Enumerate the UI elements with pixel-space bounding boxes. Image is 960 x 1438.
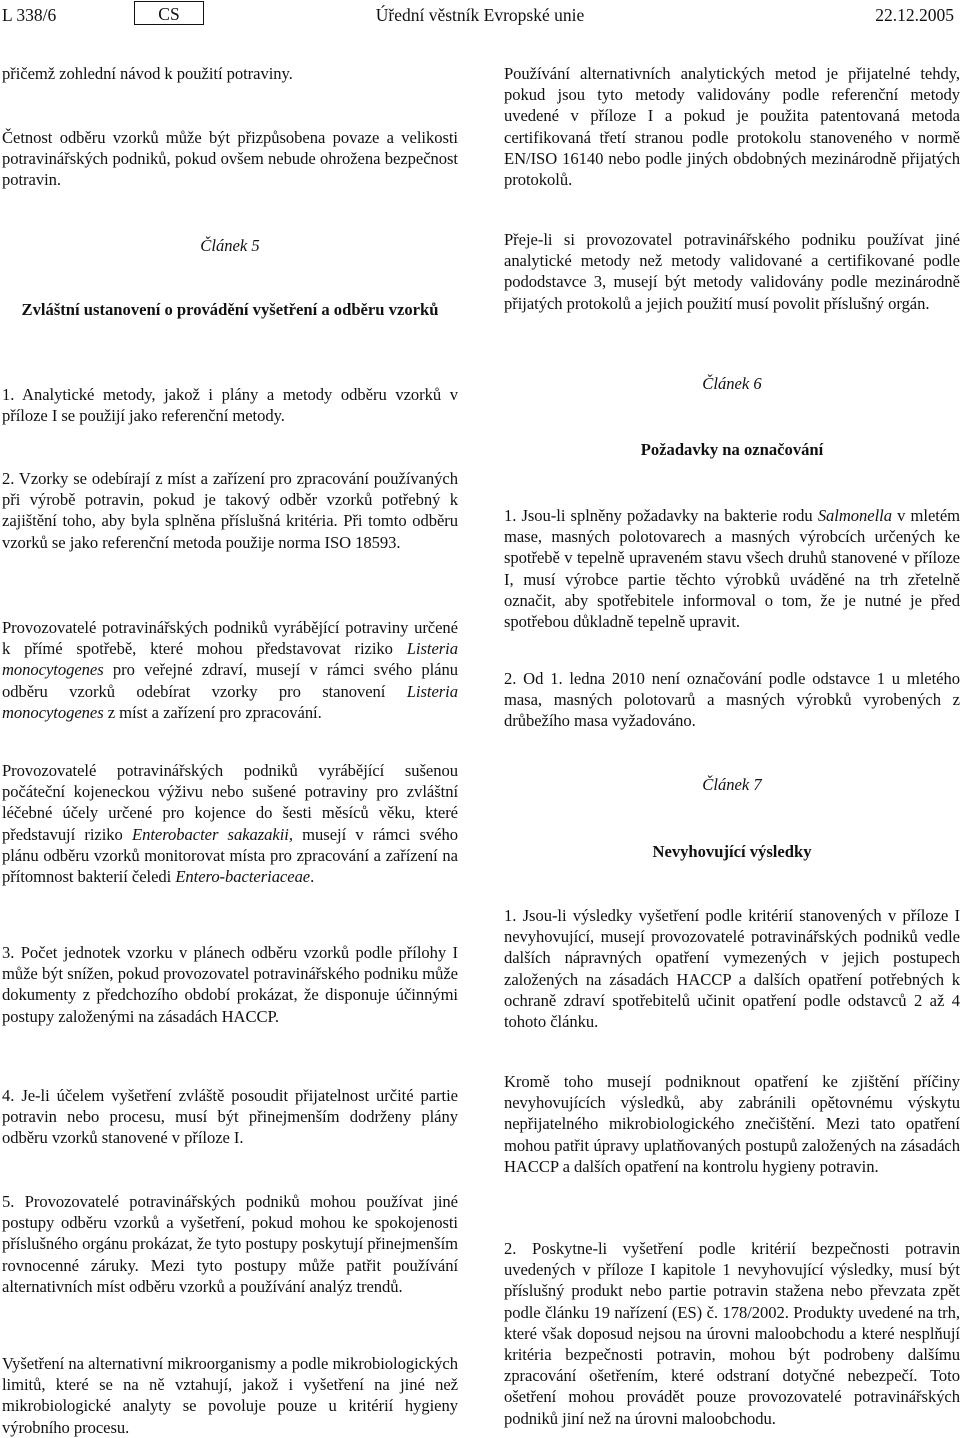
article-title: Nevyhovující výsledky bbox=[652, 842, 812, 861]
paragraph: 2. Vzorky se odebírají z míst a zařízení pro zpracování používaných při výrobě potravin, pokud je takový odběr vzorků potřebný k zajištění toho, aby byla splněna příslušná kritéria. Při tomto odběru vzorků se jako referenční metoda použije norma ISO 18593. bbox=[2, 469, 458, 552]
paragraph: Provozovatelé potravinářských podniků vyrábějící potraviny určené k přímé spotřebě, které mohou představovat riziko Listeria monocytogenes pro veřejné zdraví, musejí v rámci svého plánu odběru vzorků odebírat vzorky pro stanovení Listeria monocytogenes z míst a zařízení pro zpracování. bbox=[2, 618, 458, 722]
paragraph: 1. Jsou-li výsledky vyšetření podle kritérií stanovených v příloze I nevyhovující, musejí provozovatelé potravinářských podniků vedle dalších nápravných opatření vymezených v jejich postupech založených na zásadách HACCP a dalších opatření potřebných k ochraně zdraví spotřebitelů učinit opatření podle odstavců 2 až 4 tohoto článku. bbox=[504, 906, 960, 1032]
paragraph: 3. Počet jednotek vzorku v plánech odběru vzorků podle přílohy I může být snížen, pokud provozovatel potravinářského podniku může dokumenty z předchozího období prokázat, že disponuje účinnými postupy založenými na zásadách HACCP. bbox=[2, 943, 458, 1026]
right-column bbox=[504, 0, 960, 1438]
article-number: Článek 7 bbox=[702, 775, 762, 794]
paragraph: Četnost odběru vzorků může být přizpůsobena povaze a velikosti potravinářských podniků, pokud ovšem nebude ohrožena bezpečnost potravin. bbox=[2, 128, 458, 190]
paragraph: Vyšetření na alternativní mikroorganismy a podle mikrobiologických limitů, které se na ně vztahují, jakož i vyšetření na jiné než mikrobiologické analyty se povoluje pouze u kritérií hygieny výrobního procesu. bbox=[2, 1354, 458, 1437]
left-column bbox=[2, 0, 458, 1438]
paragraph: 4. Je-li účelem vyšetření zvláště posoudit přijatelnost určité partie potravin nebo procesu, musí být přinejmenším dodrženy plány odběru vzorků stanovené v příloze I. bbox=[2, 1086, 458, 1148]
article-title: Požadavky na označování bbox=[640, 440, 824, 459]
article-title: Zvláštní ustanovení o provádění vyšetření a odběru vzorků bbox=[21, 300, 439, 319]
paragraph: Používání alternativních analytických metod je přijatelné tehdy, pokud jsou tyto metody validovány podle referenční metody uvedené v příloze I a pokud je použita patentovaná metoda certifikovaná třetí stranou podle protokolu stanoveného v normě EN/ISO 16140 nebo podle jiných obdobných mezinárodně přijatých protokolů. bbox=[504, 64, 960, 190]
paragraph: Přeje-li si provozovatel potravinářského podniku používat jiné analytické metody než metody validované a certifikované podle pododstavce 3, musejí být metody validovány podle mezinárodně přijatých protokolů a jejich použití musí povolit příslušný orgán. bbox=[504, 230, 960, 313]
paragraph: přičemž zohlední návod k použití potraviny. bbox=[2, 64, 293, 83]
page-number: L 338/6 bbox=[2, 5, 57, 25]
issue-date: 22.12.2005 bbox=[875, 5, 954, 25]
article-number: Článek 5 bbox=[200, 236, 260, 255]
journal-title: Úřední věstník Evropské unie bbox=[375, 5, 585, 25]
paragraph: Kromě toho musejí podniknout opatření ke zjištění příčiny nevyhovujících výsledků, aby zabránili opětovnému výskytu nepřijatelného mikrobiologického znečištění. Mezi tato opatření mohou patřit úpravy uplatňovaných postupů založených na zásadách HACCP a dalších opatření na kontrolu hygieny potravin. bbox=[504, 1072, 960, 1176]
paragraph: 2. Od 1. ledna 2010 není označování podle odstavce 1 u mletého masa, masných polotovarů a masných výrobků vyrobených z drůbežího masa vyžadováno. bbox=[504, 669, 960, 731]
paragraph: 1. Jsou-li splněny požadavky na bakterie rodu Salmonella v mletém mase, masných polotovarech a masných výrobcích určených ke spotřebě v tepelně upraveném stavu všech druhů stanovené v příloze I, musí výrobce partie těchto výrobků uváděné na trh zřetelně označit, aby spotřebitele informoval o tom, že je nutné je před spotřebou důkladně tepelně upravit. bbox=[504, 506, 960, 632]
paragraph: 5. Provozovatelé potravinářských podniků mohou používat jiné postupy odběru vzorků a vyšetření, pokud mohou ke spokojenosti příslušného orgánu prokázat, že tyto postupy poskytují přinejmenším rovnocenné záruky. Mezi tyto postupy může patřit používání alternativních míst odběru vzorků a používání analýz trendů. bbox=[2, 1192, 458, 1296]
paragraph: Provozovatelé potravinářských podniků vyrábějící sušenou počáteční kojeneckou výživu nebo sušené potraviny pro zvláštní léčebné účely určené pro kojence do šesti měsíců věku, které představují riziko Enterobacter sakazakii, musejí v rámci svého plánu odběru vzorků monitorovat místa pro zpracování a zařízení na přítomnost bakterií čeledi Entero-bacteriaceae. bbox=[2, 761, 458, 887]
paragraph: 1. Analytické metody, jakož i plány a metody odběru vzorků v příloze I se použijí jako referenční metody. bbox=[2, 385, 458, 426]
paragraph: 2. Poskytne-li vyšetření podle kritérií bezpečnosti potravin uvedených v příloze I kapitole 1 nevyhovující výsledky, musí být příslušný produkt nebo partie potravin stažena nebo převzata zpět podle článku 19 nařízení (ES) č. 178/2002. Produkty uvedené na trh, které však doposud nejsou na úrovni maloobchodu a které nesplňují kritéria bezpečnosti potravin, mohou být podrobeny dalšímu zpracování ošetřením, které odstraní dotyčné nebezpečí. Toto ošetření mohou provádět pouze provozovatelé potravinářských podniků jiní než na úrovni maloobchodu. bbox=[504, 1239, 960, 1428]
article-number: Článek 6 bbox=[702, 374, 762, 393]
language-code-box: CS bbox=[134, 1, 204, 25]
